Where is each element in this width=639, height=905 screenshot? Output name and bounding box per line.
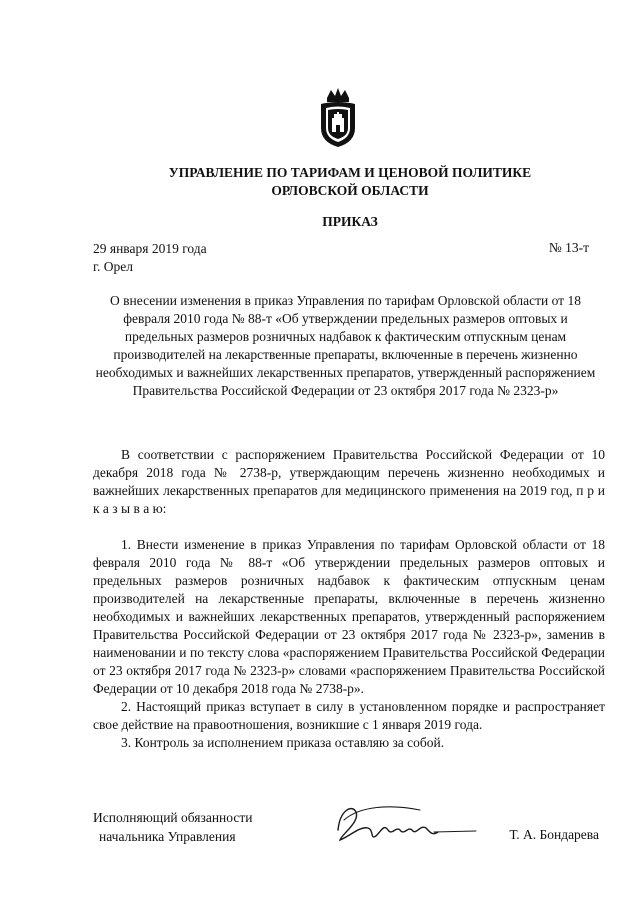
date-city-block <box>93 240 207 276</box>
signatory-position-line2: начальника Управления <box>99 829 236 844</box>
signatory-position-line1: Исполняющий обязанности <box>93 810 253 825</box>
agency-name <box>60 164 639 200</box>
order-item-2: 2. Настоящий приказ вступает в силу в установленном порядке и распространяет свое действие на правоотношения, возникшие с 1 января 2019 года. <box>93 699 605 732</box>
document-subject: О внесении изменения в приказ Управления по тарифам Орловской области от 18 февраля 2010 года № 88-т «Об утверждении предельных размеров оптовых и предельных размеров розничных надбавок к фактическим отпускным ценам производителей на лекарственные препараты, включенные в перечень жизненно необходимых и важнейших лекарственных препаратов, утвержденный распоряжением Правительства Российской Федерации от 23 октября 2017 года № 2323-р» <box>95 293 596 398</box>
document-date: 29 января 2019 года <box>93 241 207 256</box>
document-number: № 13-т <box>548 240 589 255</box>
signatory-name: Т. А. Бондарева <box>509 827 599 842</box>
signatory-position <box>93 808 252 846</box>
document-type: ПРИКАЗ <box>322 214 378 229</box>
order-item-3: 3. Контроль за исполнением приказа оставляю за собой. <box>121 735 445 750</box>
agency-name-line1: УПРАВЛЕНИЕ ПО ТАРИФАМ И ЦЕНОВОЙ ПОЛИТИКЕ <box>168 165 532 180</box>
document-city: г. Орел <box>93 259 133 274</box>
order-item-1: 1. Внести изменение в приказ Управления по тарифам Орловской области от 18 февраля 2010 года № 88-т «Об утверждении предельных размеров оптовых и предельных размеров розничных надбавок к фактическим отпускным ценам производителей на лекарственные препараты, включенные в перечень жизненно необходимых и важнейших лекарственных препаратов, утвержденный распоряжением Правительства Российской Федерации от 23 октября 2017 года № 2323-р», заменив в наименовании и по тексту слова «распоряжением Правительства Российской Федерации от 23 октября 2017 года № 2323-р» словами «распоряжением Правительства Российской Федерации от 10 декабря 2018 года № 2738-р». <box>93 537 605 696</box>
preamble-paragraph: В соответствии с распоряжением Правительства Российской Федерации от 10 декабря 2018 года № 2738-р, утверждающим перечень жизненно необходимых и важнейших лекарственных препаратов для медицинского применения на 2019 год, п р и к а з ы в а ю: <box>93 447 605 516</box>
handwritten-signature-icon <box>330 800 480 848</box>
agency-name-line2: ОРЛОВСКОЙ ОБЛАСТИ <box>271 183 429 198</box>
coat-of-arms-icon <box>315 88 361 148</box>
document-body <box>93 446 605 752</box>
